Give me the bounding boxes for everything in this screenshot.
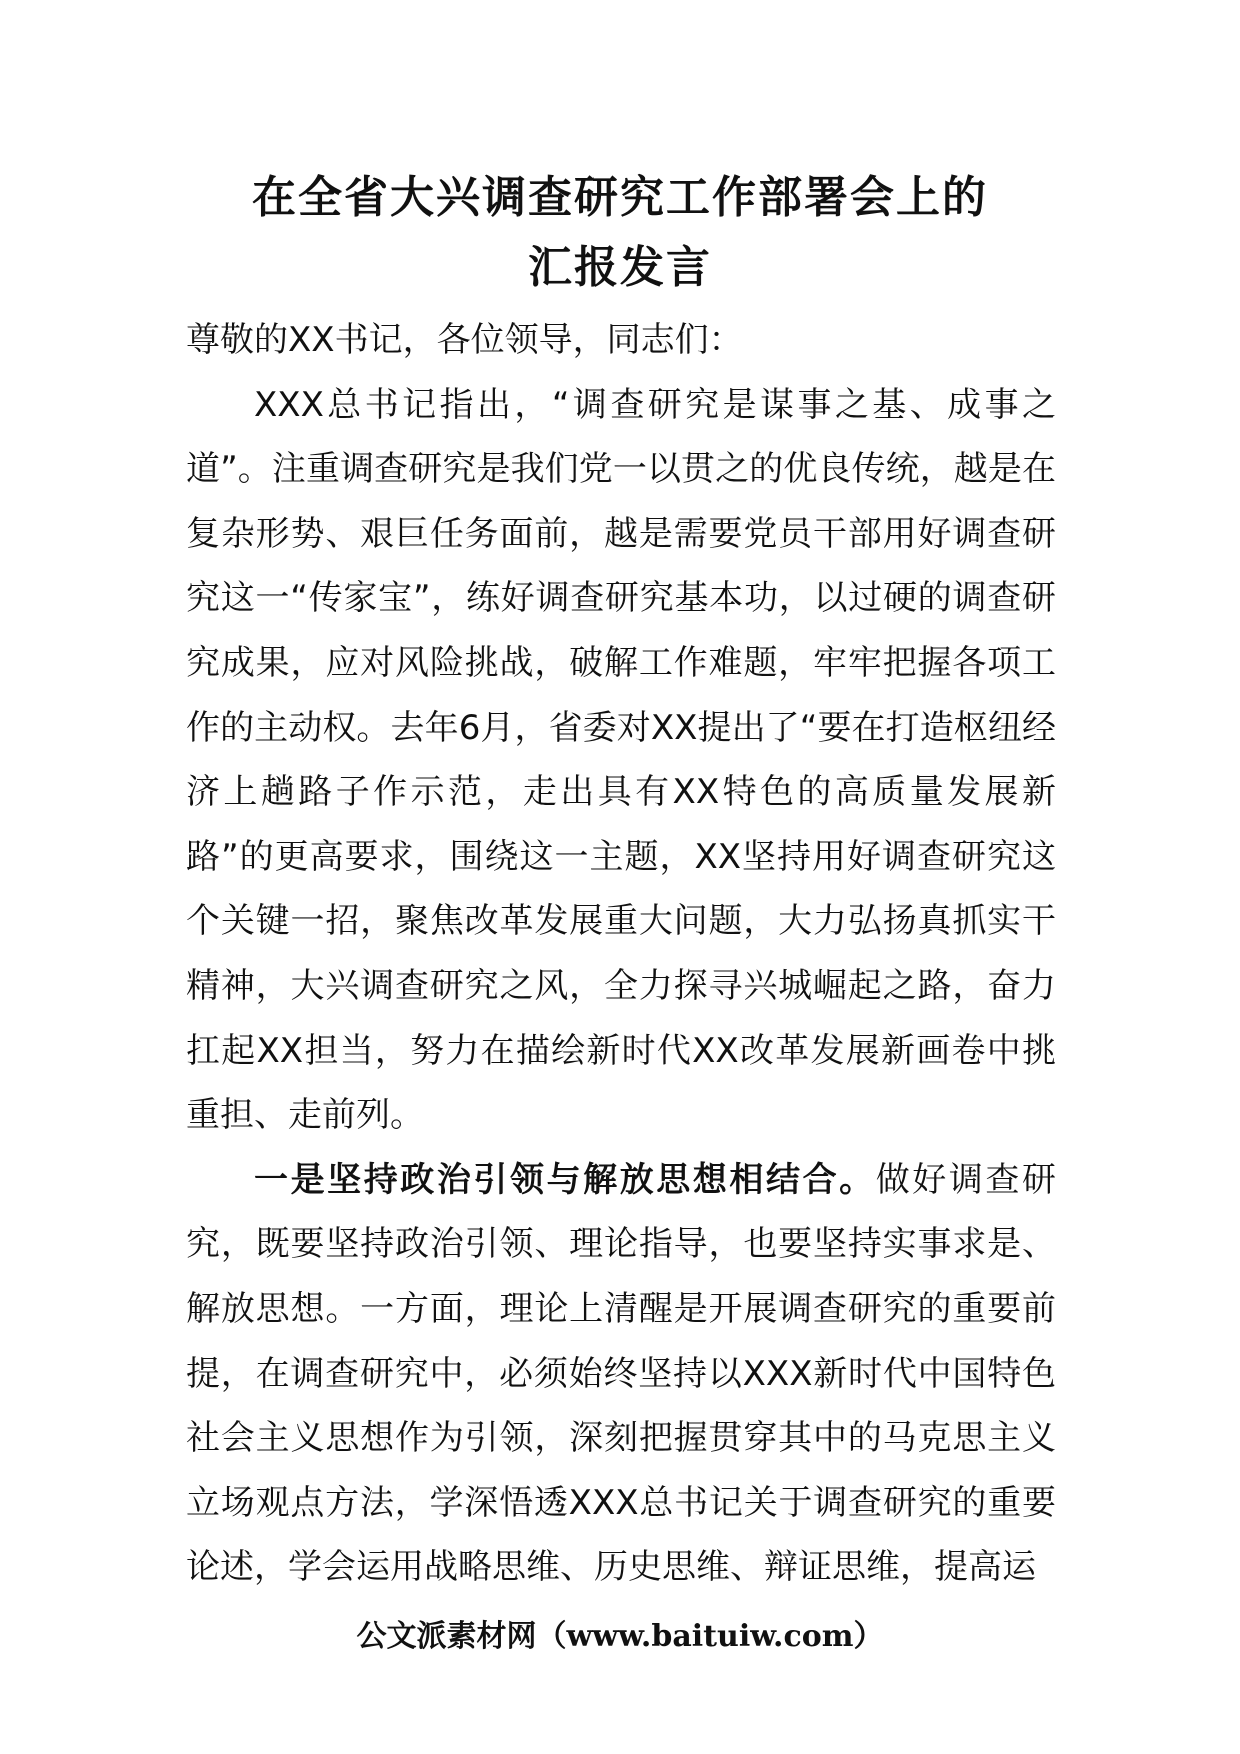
document-title-line-1: 在全省大兴调查研究工作部署会上的 xyxy=(252,172,988,223)
footer-watermark: 公文派素材网（www.baituiw.com） xyxy=(356,1619,884,1654)
document-title-line-2: 汇报发言 xyxy=(528,242,712,293)
paragraph-2-lead: 一是坚持政治引领与解放思想相结合。 xyxy=(254,1159,876,1200)
document-body xyxy=(186,308,1056,1600)
salutation: 尊敬的XX书记，各位领导，同志们： xyxy=(186,320,743,360)
paragraph-1: XXX总书记指出，“调查研究是谋事之基、成事之道”。注重调查研究是我们党一以贯之的优良传统，越是在复杂形势、艰巨任务面前，越是需要党员干部用好调查研究这一“传家宝”，练好调查研究基本功，以过硬的调查研究成果，应对风险挑战，破解工作难题，牢牢把握各项工作的主动权。去年6月，省委对XX提出了“要在打造枢纽经济上趟路子作示范，走出具有XX特色的高质量发展新路”的更高要求，围绕这一主题，XX坚持用好调查研究这个关键一招，聚焦改革发展重大问题，大力弘扬真抓实干精神，大兴调查研究之风，全力探寻兴城崛起之路，奋力扛起XX担当，努力在描绘新时代XX改革发展新画卷中挑重担、走前列。 xyxy=(186,384,1056,1136)
paragraph-2 xyxy=(186,1148,1056,1600)
paragraph-2-body: 做好调查研究，既要坚持政治引领、理论指导，也要坚持实事求是、解放思想。一方面，理论上清醒是开展调查研究的重要前提，在调查研究中，必须始终坚持以XXX新时代中国特色社会主义思想作为引领，深刻把握贯穿其中的马克思主义立场观点方法，学深悟透XXX总书记关于调查研究的重要论述，学会运用战略思维、历史思维、辩证思维，提高运 xyxy=(186,1159,1057,1588)
